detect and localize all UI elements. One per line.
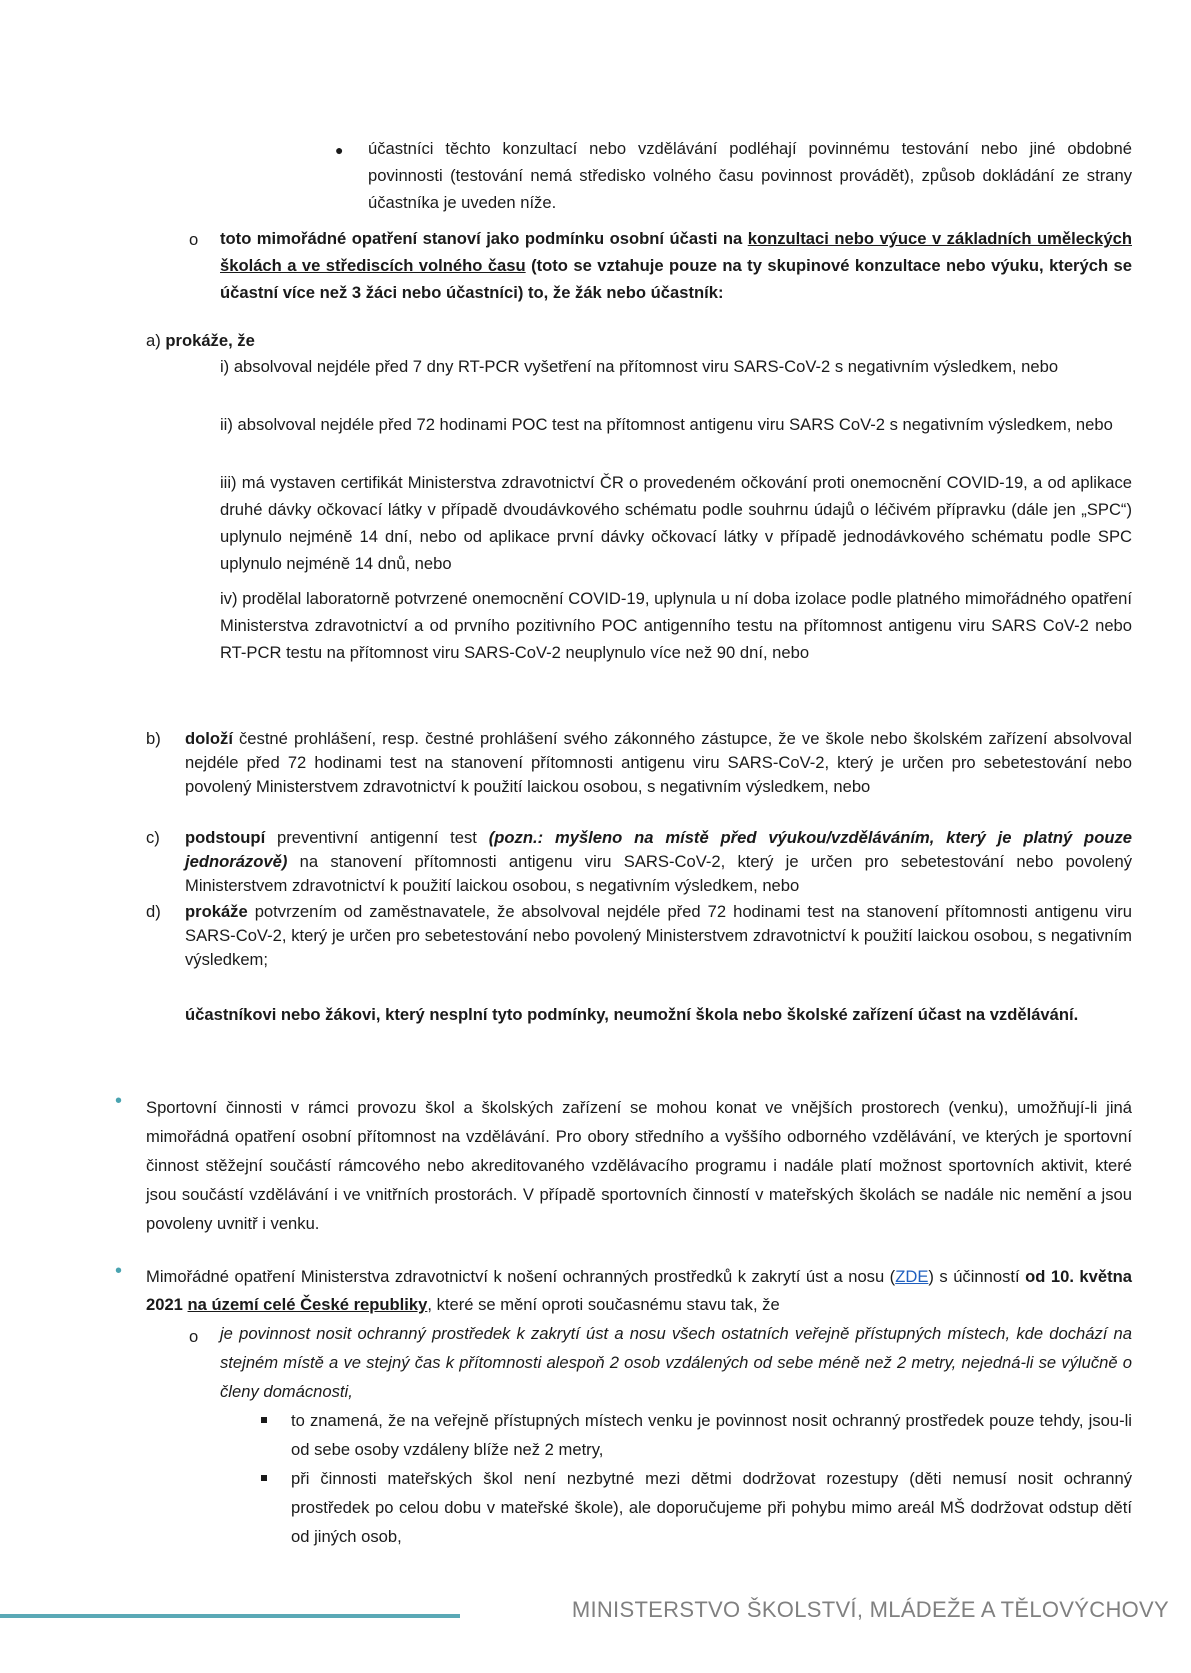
footer-ministry-name: MINISTERSTVO ŠKOLSTVÍ, MLÁDEŽE A TĚLOVÝCHOVY	[571, 1597, 1169, 1622]
bullet-dot-icon: ●	[335, 142, 344, 158]
square-bullet-icon	[261, 1475, 267, 1481]
masks-rule-text: je povinnost nosit ochranný prostředek k zakrytí úst a nosu všech ostatních veřejně přístupných místech, kde dochází na stejném místě a ve stejný čas k přítomnosti alespoň 2 osob vzdálených od sebe méně než 2 metry, nejedná-li se výlučně o členy domácnosti,	[220, 1324, 1132, 1401]
condition-a-ii: ii) absolvoval nejdéle před 72 hodinami POC test na přítomnost antigenu viru SARS CoV-2 s negativním výsledkem, nebo	[220, 415, 1113, 434]
square-bullet-icon	[261, 1417, 267, 1423]
sub-bullet-text: účastníci těchto konzultací nebo vzdělávání podléhají povinnému testování nebo jiné obdobné povinnosti (testování nemá středisko volného času povinnost provádět), způsob dokládání ze strany účastníka je uveden níže.	[368, 139, 1132, 212]
masks-sub-1: to znamená, že na veřejně přístupných místech venku je povinnost nosit ochranný prostředek pouze tehdy, jsou-li od sebe osoby vzdáleny blíže než 2 metry,	[291, 1411, 1132, 1459]
condition-a-i: i) absolvoval nejdéle před 7 dny RT-PCR vyšetření na přítomnost viru SARS-CoV-2 s negativním výsledkem, nebo	[220, 357, 1059, 376]
teal-bullet-icon: •	[115, 1090, 123, 1112]
o-marker: o	[189, 230, 199, 249]
footer-accent-line	[0, 1614, 460, 1618]
condition-c-text: podstoupí preventivní antigenní test (pozn.: myšleno na místě před výukou/vzděláváním, který je platný pouze jednorázově) na stanovení přítomnosti antigenu viru SARS-CoV-2, který je určen pro sebetestování nebo povolený Ministerstvem zdravotnictví k použití laickou osobou, s negativním výsledkem, nebo	[185, 828, 1132, 895]
zus-svc-paragraph: toto mimořádné opatření stanoví jako podmínku osobní účasti na konzultaci nebo výuce v základních uměleckých školách a ve střediscích volného času (toto se vztahuje pouze na ty skupinové konzultace nebo výuku, kterých se účastní více než 3 žáci nebo účastníci) to, že žák nebo účastník:	[220, 229, 1132, 302]
condition-a-label: a) prokáže, že	[146, 331, 255, 350]
condition-d-label: d)	[146, 902, 161, 921]
teal-bullet-icon: •	[115, 1260, 123, 1282]
condition-b-text: doloží čestné prohlášení, resp. čestné prohlášení svého zákonného zástupce, že ve škole nebo školském zařízení absolvoval nejdéle před 72 hodinami test na stanovení přítomnosti antigenu viru SARS-CoV-2, který je určen pro sebetestování nebo povolený Ministerstvem zdravotnictví k použití laickou osobou, s negativním výsledkem, nebo	[185, 729, 1132, 796]
masks-sub-2: při činnosti mateřských škol není nezbytné mezi dětmi dodržovat rozestupy (děti nemusí nosit ochranný prostředek po celou dobu v mateřské škole), ale doporučujeme při pohybu mimo areál MŠ dodržovat odstup dětí od jiných osob,	[291, 1469, 1132, 1546]
condition-b-label: b)	[146, 729, 161, 748]
condition-a-iii: iii) má vystaven certifikát Ministerstva zdravotnictví ČR o provedeném očkování proti onemocnění COVID-19, a od aplikace druhé dávky očkovací látky v případě dvoudávkového schématu podle souhrnu údajů o léčivém přípravku (dále jen „SPC“) uplynulo nejméně 14 dní, nebo od aplikace první dávky očkovací látky v případě jednodávkového schématu podle SPC uplynulo nejméně 14 dnů, nebo	[220, 473, 1132, 573]
masks-paragraph: Mimořádné opatření Ministerstva zdravotnictví k nošení ochranných prostředků k zakrytí úst a nosu (ZDE) s účinností od 10. května 2021 na území celé České republiky, které se mění oproti současnému stavu tak, že	[146, 1267, 1132, 1314]
condition-c-label: c)	[146, 828, 160, 847]
conclusion-text: účastníkovi nebo žákovi, který nesplní tyto podmínky, neumožní škola nebo školské zařízení účast na vzdělávání.	[185, 1005, 1079, 1024]
o-marker: o	[189, 1327, 199, 1346]
condition-a-iv: iv) prodělal laboratorně potvrzené onemocnění COVID-19, uplynula u ní doba izolace podle platného mimořádného opatření Ministerstva zdravotnictví a od prvního pozitivního POC antigenního testu na přítomnost antigenu viru SARS CoV-2 nebo RT-PCR testu na přítomnost viru SARS-CoV-2 neuplynulo více než 90 dní, nebo	[220, 589, 1132, 662]
zde-link[interactable]: ZDE	[895, 1267, 929, 1286]
sport-paragraph: Sportovní činnosti v rámci provozu škol a školských zařízení se mohou konat ve vnějších prostorech (venku), umožňují-li jiná mimořádná opatření osobní přítomnost na vzdělávání. Pro obory středního a vyššího odborného vzdělávání, ve kterých je sportovní činnost stěžejní součástí rámcového nebo akreditovaného vzdělávacího programu i nadále platí možnost sportovních aktivit, které jsou součástí vzdělávání i ve vnitřních prostorách. V případě sportovních činností v mateřských školách se nadále nic nemění a jsou povoleny uvnitř i venku.	[146, 1098, 1132, 1233]
condition-d-text: prokáže potvrzením od zaměstnavatele, že absolvoval nejdéle před 72 hodinami test na stanovení přítomnosti antigenu viru SARS-CoV-2, který je určen pro sebetestování nebo povolený Ministerstvem zdravotnictví k použití laickou osobou, s negativním výsledkem;	[185, 902, 1132, 969]
